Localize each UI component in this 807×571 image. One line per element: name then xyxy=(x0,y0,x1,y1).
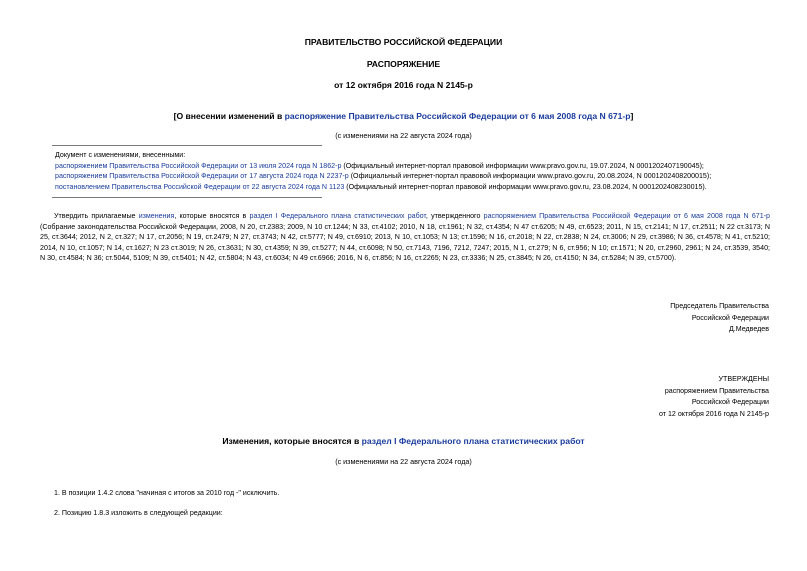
title-link[interactable]: распоряжение Правительства Российской Федерации от 6 мая 2008 года N 671-р xyxy=(284,111,631,121)
main-paragraph xyxy=(40,211,770,264)
signature-line: Российской Федерации xyxy=(691,313,769,322)
para-link-changes[interactable]: изменения xyxy=(138,212,175,220)
para-link-section[interactable]: раздел I Федерального плана статистических работ xyxy=(249,212,426,220)
para-text: (Собрание законодательства Российской Федерации, 2008, N 20, ст.2383; 2009, N 10 ст.1244; N 33, ст.4102; 2010, N 18, ст.1961; N 32, ст.4354; N 47 ст.6205; N 49, ст.6523; 2011, N 15, ст.2141; N 17, ст.2511; N 22 ст.3173; N 25, ст.3644; 2012, N 2, ст.327; N 17, ст.2056; N 19, ст.2479; N 27, ст.3743; N 42, ст.5777; N 49, ст.6910; 2013, N 10, ст.1053; N 13; ст.1596; N 16, ст.2018; N 22, ст.2838; N 24, ст.3006; N 29, ст.3986; N 36, ст.4578; N 41, ст.5210; 2014, N 10, ст.1057; N 14, ст.1627; N 23 ст.3019; N 26, ст.3631; N 30, ст.4359; N 39, ст.5277; N 44, ст.6098; N 50, ст.7143, 7196, 7212, 7247; 2015, N 1, ст.279; N 6, ст.956; N 10; ст.1571; N 20, ст.2960, 2961; N 24, ст.3539, 3540; N 30, ст.4584; N 36; ст.5044, 5109; N 39, ст.5401; N 42, ст.5804; N 43, ст.6034; N 49 ст.6966; 2016, N 6, ст.856; N 16, ст.2265; N 23, ст.3336; N 25, ст.3845; N 26, ст.4150; N 34, ст.5284; N 39, ст.5700). xyxy=(40,222,770,262)
para-text: , которые вносятся в xyxy=(174,212,250,220)
title-close-bracket: ] xyxy=(630,111,634,121)
changes-item-link[interactable]: распоряжением Правительства Российской Федерации от 17 августа 2024 года N 2237-р xyxy=(55,172,349,180)
government-heading: ПРАВИТЕЛЬСТВО РОССИЙСКОЙ ФЕДЕРАЦИИ xyxy=(304,37,503,47)
changes-item xyxy=(55,161,775,172)
title-open-bracket: [ xyxy=(173,111,177,121)
edition-note: (с изменениями на 22 августа 2024 года) xyxy=(335,131,472,140)
changes-list xyxy=(55,150,775,192)
changes-title xyxy=(0,436,807,446)
document-title xyxy=(0,111,807,121)
changes-item-link[interactable]: распоряжением Правительства Российской Федерации от 13 июля 2024 года N 1862-р xyxy=(55,161,342,170)
changes-item-text: (Официальный интернет-портал правовой информации www.pravo.gov.ru, 20.08.2024, N 0001202408200015); xyxy=(348,172,712,180)
changes-title-link[interactable]: раздел I Федерального плана статистических работ xyxy=(361,436,585,446)
document-type: РАСПОРЯЖЕНИЕ xyxy=(366,59,441,69)
approval-line: УТВЕРЖДЕНЫ xyxy=(718,375,769,383)
approval-line: от 12 октября 2016 года N 2145-р xyxy=(658,409,769,418)
title-prefix: О внесении изменений в xyxy=(176,111,285,121)
para-link-order[interactable]: распоряжением Правительства Российской Федерации от 6 мая 2008 года N 671-р xyxy=(483,212,770,220)
changes-item xyxy=(55,182,775,193)
approval-block xyxy=(659,374,769,420)
signature-block xyxy=(670,301,769,336)
changes-item-text: (Официальный интернет-портал правовой информации www.pravo.gov.ru, 19.07.2024, N 0001202407190045); xyxy=(341,161,704,170)
approval-line: Российской Федерации xyxy=(691,398,769,406)
document-date-number: от 12 октября 2016 года N 2145-р xyxy=(334,80,473,90)
changes-item-link[interactable]: постановлением Правительства Российской Федерации от 22 августа 2024 года N 1123 xyxy=(55,182,345,191)
approval-line: распоряжением Правительства xyxy=(664,386,769,395)
para-text: Утвердить прилагаемые xyxy=(54,212,139,220)
divider-top xyxy=(52,145,322,146)
edition-note-2: (с изменениями на 22 августа 2024 года) xyxy=(335,457,472,466)
divider-bottom xyxy=(52,197,322,198)
changes-item xyxy=(55,171,775,182)
changes-title-prefix: Изменения, которые вносятся в xyxy=(222,436,362,446)
change-item: 1. В позиции 1.4.2 слова "начиная с итогов за 2010 год -" исключить. xyxy=(54,489,280,497)
signature-name: Д.Медведев xyxy=(728,325,769,333)
para-text: , утвержденного xyxy=(425,212,484,220)
signature-line: Председатель Правительства xyxy=(670,302,769,310)
changes-heading: Документ с изменениями, внесенными: xyxy=(55,151,186,159)
changes-item-text: (Официальный интернет-портал правовой информации www.pravo.gov.ru, 23.08.2024, N 0001202408230015). xyxy=(344,182,707,191)
change-item: 2. Позицию 1.8.3 изложить в следующей редакции: xyxy=(54,509,223,517)
